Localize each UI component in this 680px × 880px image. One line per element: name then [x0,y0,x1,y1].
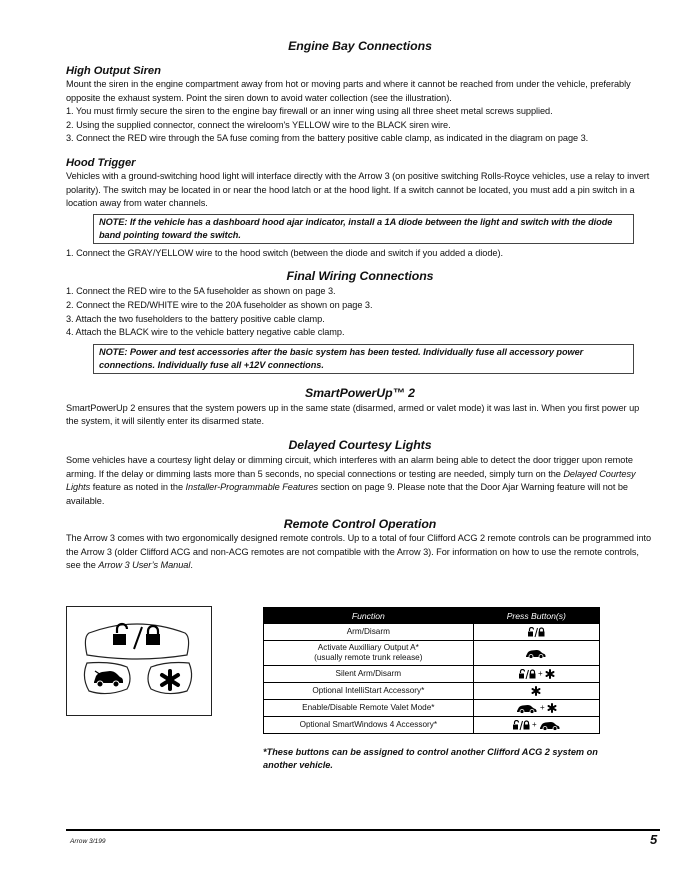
plus-sign: + [539,703,545,712]
buttons-cell [473,700,599,717]
function-cell: Optional SmartWindows 4 Accessory* [264,717,474,734]
lock-unlock-icon [527,627,545,638]
plus-sign: + [537,669,543,678]
lock-unlock-icon [518,669,536,680]
table-row [264,624,600,641]
final-step-1: 1. Connect the RED wire to the 5A fuseholder as shown on page 3. [66,286,336,297]
siren-intro: Mount the siren in the engine compartment away from hot or moving parts and where it cannot be reached from under the vehicle, preferably opposite the exhaust system. Point the siren down to avoid water collection (see the illustration). [66,79,631,103]
star-icon [547,703,557,713]
hood-heading: Hood Trigger [66,156,136,169]
function-column-header: Function [264,608,474,624]
lock-unlock-icon [512,720,530,731]
table-footnote: *These buttons can be assigned to control another Clifford ACG 2 system on another vehicle. [263,747,598,771]
function-cell: Enable/Disable Remote Valet Mode* [264,700,474,717]
function-cell: Optional IntelliStart Accessory* [264,683,474,700]
buttons-cell [473,717,599,734]
page-number: 5 [650,832,658,847]
footer-rule [66,829,660,831]
engine-bay-title: Engine Bay Connections [288,39,432,53]
table-row [264,700,600,717]
remote-section [66,606,654,776]
siren-step-3: 3. Connect the RED wire through the 5A fuse coming from the battery positive cable clamp, as indicated in the diagram on page 3. [66,133,589,144]
final-wiring-title: Final Wiring Connections [286,269,434,284]
hood-note: NOTE: If the vehicle has a dashboard hood ajar indicator, install a 1A diode between the light and switch with the diode band pointing toward the switch. [93,214,634,244]
buttons-cell [473,666,599,683]
courtesy-title: Delayed Courtesy Lights [288,437,432,452]
star-icon [531,686,541,696]
car-icon [516,703,538,714]
smartpowerup-title: SmartPowerUp™ 2 [305,385,415,400]
table-row [264,666,600,683]
star-icon [545,669,555,679]
footer-doc-code: Arrow 3/199 [70,838,106,845]
function-cell: Activate Auxilliary Output A* (usually remote trunk release) [264,641,474,666]
remote-illustration [66,606,212,716]
plus-sign: + [531,720,537,729]
final-note: NOTE: Power and test accessories after the basic system has been tested. Individually fuse all accessory power connections. Individually fuse all +12V connections. [93,344,634,374]
hood-intro: Vehicles with a ground-switching hood light will interface directly with the Arrow 3 (on positive switching Rolls-Royce vehicles, use a relay to invert polarity). The switch may be located in or near the hood latch or at the hood light. If a switch cannot be located, you must add a pin switch in a location away from water channels. [66,170,650,209]
buttons-column-header: Press Button(s) [473,608,599,624]
buttons-cell [473,683,599,700]
smartpowerup-body: SmartPowerUp 2 ensures that the system powers up in the same state (disarmed, armed or valet mode) it was last in. When you first power up the system, it will silently enter its disarmed state. [66,402,640,427]
table-row [264,717,600,734]
buttons-cell [473,624,599,641]
car-icon [525,648,547,659]
final-step-2: 2. Connect the RED/WHITE wire to the 20A fuseholder as shown on page 3. [66,299,373,310]
remote-body: The Arrow 3 comes with two ergonomically designed remote controls. Up to a total of four Clifford ACG 2 remote controls can be programmed into the Arrow 3 (older Clifford ACG and non-ACG remotes are not compatible with the Arrow 3). For information on how to use the remote controls, see the Arrow 3 User’s Manual. [66,533,652,571]
courtesy-body: Some vehicles have a courtesy light delay or dimming circuit, which interferes with an alarm being able to detect the door trigger upon remote arming. If the delay or dimming lasts more than 5 seconds, no special connections or testing are needed, simply turn on the Delayed Courtesy Lights feature as noted in the Installer-Programmable Features section on page 9. Please note that the Door Ajar Warning feature will not be available. [66,454,636,506]
siren-heading: High Output Siren [66,65,161,77]
remote-function-table [263,607,600,734]
table-row [264,641,600,666]
page-content [66,38,654,573]
table-header-row [264,608,600,624]
siren-step-1: 1. You must firmly secure the siren to the engine bay firewall or an inner wing using all three sheet metal screws supplied. [66,106,553,117]
siren-step-2: 2. Using the supplied connector, connect the wireloom's YELLOW wire to the BLACK siren wire. [66,119,451,130]
hood-step-1: 1. Connect the GRAY/YELLOW wire to the hood switch (between the diode and switch if you added a diode). [66,247,503,258]
car-icon [539,720,561,731]
table-row [264,683,600,700]
final-step-3: 3. Attach the two fuseholders to the battery positive cable clamp. [66,313,325,324]
function-cell: Arm/Disarm [264,624,474,641]
buttons-cell [473,641,599,666]
remote-title: Remote Control Operation [283,517,437,532]
function-cell: Silent Arm/Disarm [264,666,474,683]
final-step-4: 4. Attach the BLACK wire to the vehicle battery negative cable clamp. [66,327,345,338]
